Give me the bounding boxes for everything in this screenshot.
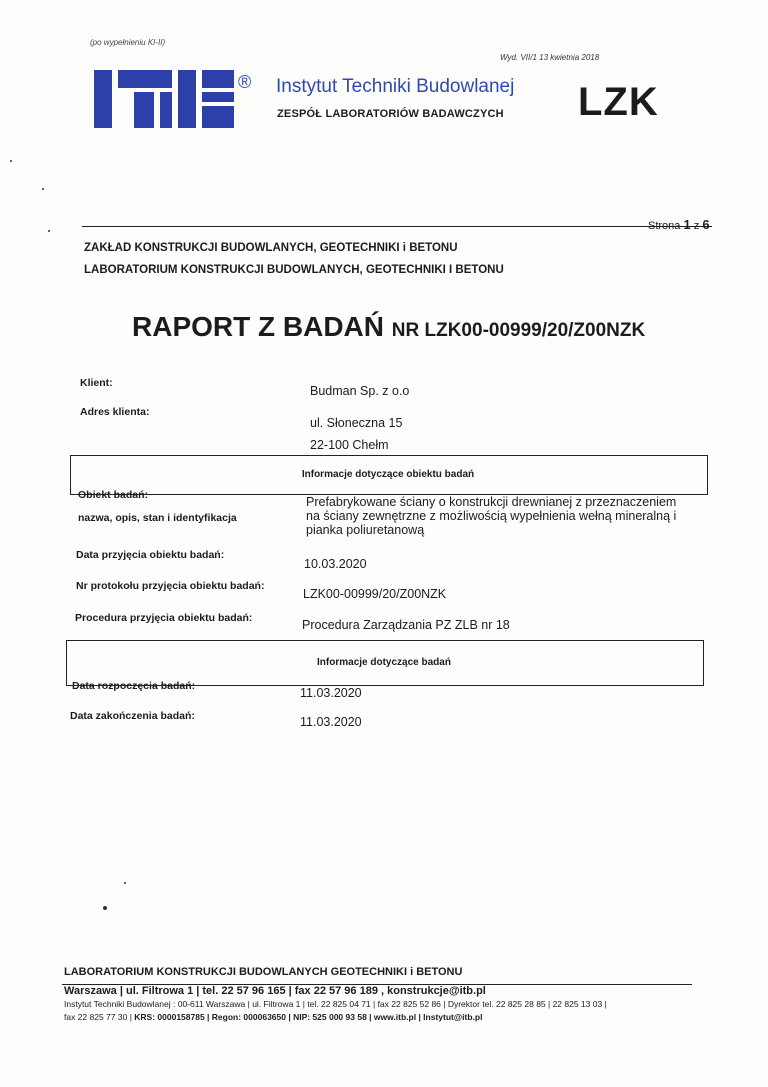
procedure-value: Procedura Zarządzania PZ ZLB nr 18	[302, 618, 510, 632]
report-number: NR LZK00-00999/20/Z00NZK	[391, 320, 646, 341]
scan-speck	[10, 160, 12, 162]
registered-mark: ®	[238, 72, 252, 92]
procedure-label: Procedura przyjęcia obiektu badań:	[75, 612, 253, 624]
client-address-city: 22-100 Chełm	[310, 438, 389, 452]
page-number	[648, 217, 710, 232]
end-date-label: Data zakończenia badań:	[70, 710, 195, 722]
report-title-text: RAPORT Z BADAŃ	[132, 311, 384, 342]
client-address-street: ul. Słoneczna 15	[310, 416, 403, 430]
footer-institute: Instytut Techniki Budowlanej : 00-611 Warszawa | ul. Filtrowa 1 | tel. 22 825 04 71 | fax 22 825 52 86 | Dyrektor tel. 22 825 28 85 | 22 825 13 03 |	[64, 999, 607, 1009]
object-description-line: na ściany zewnętrzne z możliwością wypełnienia wełną mineralną i	[306, 509, 677, 523]
object-description	[306, 495, 706, 537]
end-date: 11.03.2020	[300, 715, 362, 729]
footer-registry	[64, 1012, 482, 1022]
start-date: 11.03.2020	[300, 686, 362, 700]
footer-laboratory: LABORATORIUM KONSTRUKCJI BUDOWLANYCH GEOTECHNIKI i BETONU	[64, 966, 463, 978]
department-name: ZAKŁAD KONSTRUKCJI BUDOWLANYCH, GEOTECHNIKI i BETONU	[84, 242, 458, 254]
scan-speck	[103, 906, 107, 910]
laboratory-name: LABORATORIUM KONSTRUKCJI BUDOWLANYCH, GEOTECHNIKI I BETONU	[84, 264, 504, 276]
footer-contact: Warszawa | ul. Filtrowa 1 | tel. 22 57 96 165 | fax 22 57 96 189 , konstrukcje@itb.pl	[64, 985, 486, 997]
page-current: 1	[683, 217, 691, 232]
itb-logo	[94, 70, 234, 128]
footer-fax: fax 22 825 77 30 |	[64, 1012, 132, 1022]
report-title	[132, 311, 645, 343]
footer-registry-ids: KRS: 0000158785 | Regon: 000063650 | NIP: 525 000 93 58 | www.itb.pl | Instytut@itb.pl	[134, 1012, 483, 1022]
received-date-label: Data przyjęcia obiektu badań:	[76, 549, 225, 561]
scan-speck	[124, 882, 126, 884]
page-total: 6	[702, 217, 710, 232]
institute-subtitle: ZESPÓŁ LABORATORIÓW BADAWCZYCH	[277, 108, 504, 120]
object-description-line: Prefabrykowane ściany o konstrukcji drewnianej z przeznaczeniem	[306, 495, 677, 509]
tests-section-title: Informacje dotyczące badań	[317, 657, 451, 668]
object-sublabel: nazwa, opis, stan i identyfikacja	[78, 512, 237, 524]
client-address-label: Adres klienta:	[80, 406, 150, 418]
received-date: 10.03.2020	[304, 557, 367, 571]
client-name: Budman Sp. z o.o	[310, 384, 410, 398]
start-date-label: Data rozpoczęcia badań:	[72, 680, 196, 692]
scan-speck	[48, 230, 50, 232]
client-label: Klient:	[80, 377, 113, 389]
header-divider	[82, 226, 712, 227]
institute-name: Instytut Techniki Budowlanej	[276, 76, 515, 97]
object-section-title: Informacje dotyczące obiektu badań	[301, 469, 475, 480]
page-sep: z	[693, 220, 700, 232]
protocol-label: Nr protokołu przyjęcia obiektu badań:	[76, 580, 265, 592]
lzk-mark: LZK	[578, 80, 659, 124]
object-label: Obiekt badań:	[78, 489, 149, 501]
object-description-line: pianka poliuretanową	[306, 523, 425, 537]
scan-speck	[42, 188, 44, 190]
edition-info: Wyd. VII/1 13 kwietnia 2018	[500, 53, 600, 62]
protocol-number: LZK00-00999/20/Z00NZK	[303, 587, 447, 601]
page-label: Strona	[648, 220, 681, 232]
form-note: (po wypełnieniu KI-II)	[90, 38, 166, 47]
